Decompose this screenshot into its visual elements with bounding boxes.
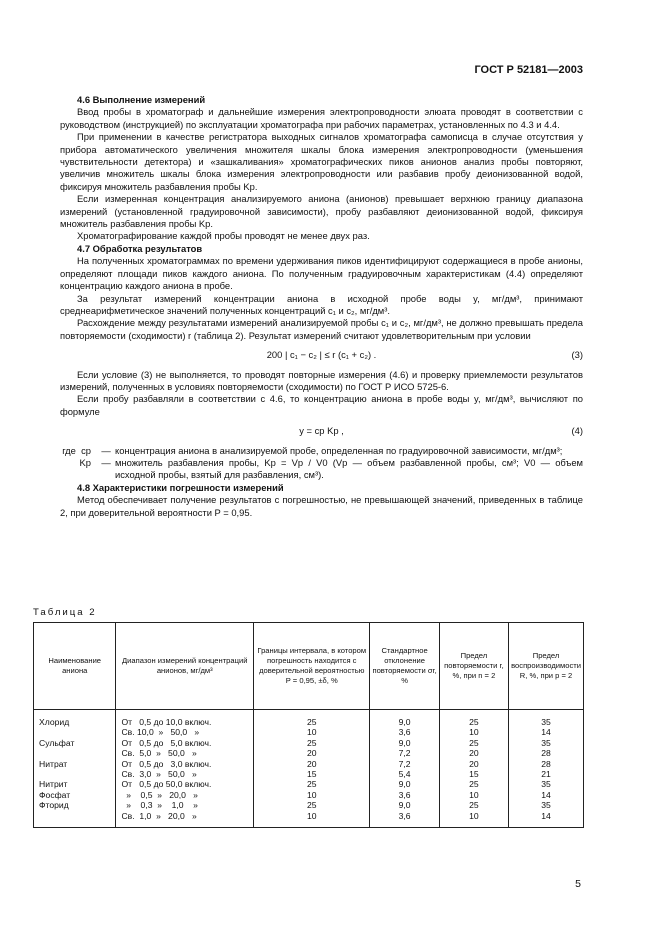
legend-where-label: где cр xyxy=(62,444,91,456)
paragraph: Метод обеспечивает получение результатов с погрешностью, не превышающей значений, приведенных в таблице 2, при доверительной вероятности P = 0,95. xyxy=(60,494,583,518)
table-header-cell: Диапазон измерений концентраций анионов, мг/дм³ xyxy=(116,623,254,710)
paragraph: Расхождение между результатами измерений анализируемой пробы c₁ и c₂, мг/дм³, не должно превышать предела повторяемости (сходимости) r (таблица 2). Результат измерений считают удовлетворительным при условии xyxy=(60,317,583,341)
legend-symbol: Kр xyxy=(79,456,91,468)
table-header-cell: Предел повторяемости r, %, при n = 2 xyxy=(439,623,508,710)
formula-legend xyxy=(60,445,583,482)
formula-4-number: (4) xyxy=(571,425,583,437)
paragraph: Хроматографирование каждой пробы проводят не менее двух раз. xyxy=(77,230,370,242)
legend-definition: концентрация аниона в анализируемой пробе, определенная по градуировочной зависимости, мг/дм³; xyxy=(115,444,563,456)
paragraph: За результат измерений концентрации аниона в исходной пробе воды y, мг/дм³, принимают среднеарифметическое значений полученных концентраций c₁ и c₂, мг/дм³. xyxy=(60,292,583,316)
table-header-cell: Границы интервала, в котором погрешность находится с доверительной вероятностью P = 0,95, ±δ, % xyxy=(254,623,370,710)
document-body xyxy=(60,94,583,519)
table-caption: Таблица 2 xyxy=(33,607,97,618)
section-4-7-title: 4.7 Обработка результатов xyxy=(77,242,203,254)
table-cell-range: От 0,5 до 10,0 включ. Св. 10,0 » 50,0 » От 0,5 до 5,0 включ. Св. 5,0 » 50,0 » От 0,5 до 3,0 включ. Св. 3,0 » 50,0 » От 0,5 до 50,0 включ. » 0,5 » 20,0 » » 0,3 » 1,0 » Св. 1,0 » 20,0 » xyxy=(116,710,254,828)
paragraph: Ввод пробы в хроматограф и дальнейшие измерения электропроводности элюата проводят в соответствии с руководством (инструкцией) по эксплуатации хроматографа при рабочих параметрах, установленных по 4.3 и 4.4. xyxy=(60,106,583,130)
table-cell-repeatability: 25 10 25 20 20 15 25 10 25 10 xyxy=(439,710,508,828)
table-cell-reproducibility: 35 14 35 28 28 21 35 14 35 14 xyxy=(509,710,584,828)
table-header-cell: Стандартное отклонение повторяемости σr, % xyxy=(370,623,439,710)
legend-dash: — xyxy=(101,444,111,456)
legend-definition: множитель разбавления пробы, Kр = Vр / V0 (Vр — объем разбавленной пробы, см³; V0 — объем исходной пробы, взятый для разбавления, см³). xyxy=(115,456,583,481)
table-cell-delta: 25 10 25 20 20 15 25 10 25 10 xyxy=(254,710,370,828)
paragraph: Если условие (3) не выполняется, то проводят повторные измерения (4.6) и проверку приемлемости результатов измерений, полученных в условиях повторяемости (сходимости) по ГОСТ Р ИСО 5725-6. xyxy=(60,368,583,392)
table-cell-sigma: 9,0 3,6 9,0 7,2 7,2 5,4 9,0 3,6 9,0 3,6 xyxy=(370,710,439,828)
table-header-cell: Предел воспроизводимости R, %, при p = 2 xyxy=(509,623,584,710)
table-cell-anion: Хлорид Сульфат Нитрат Нитрит Фосфат Фторид xyxy=(34,710,116,828)
section-4-6-title: 4.6 Выполнение измерений xyxy=(77,94,206,105)
formula-4 xyxy=(60,425,583,437)
table-header-cell: Наименование аниона xyxy=(34,623,116,710)
paragraph: На полученных хроматограммах по времени удерживания пиков идентифицируют содержащиеся в пробе анионы, определяют площади пиков каждого аниона. По полученным градуировочным характеристикам (4.4) определяют концентрацию каждого аниона в пробе. xyxy=(60,255,583,292)
document-header: ГОСТ Р 52181—2003 xyxy=(474,64,583,76)
table-row xyxy=(34,710,584,828)
formula-3-number: (3) xyxy=(571,349,583,361)
section-4-8-title: 4.8 Характеристики погрешности измерений xyxy=(77,481,284,493)
table-2 xyxy=(33,622,584,828)
paragraph: Если пробу разбавляли в соответствии с 4.6, то концентрацию аниона в пробе воды y, мг/дм³, вычисляют по формуле xyxy=(60,393,583,417)
page-number: 5 xyxy=(575,878,581,890)
formula-3 xyxy=(60,349,583,361)
formula-3-expression: 200 | c₁ − c₂ | ≤ r (c₁ + c₂) . xyxy=(266,349,377,361)
formula-4-expression: y = cр Kр , xyxy=(299,425,344,437)
legend-dash: — xyxy=(101,456,111,468)
paragraph: При применении в качестве регистратора выходных сигналов хроматографа самописца в случае отсутствия у прибора автоматического увеличения множителя шкалы блока измерения электропроводности (уменьшения чувствительности детектора) и «зашкаливания» хроматографических пиков анионов анализ пробы повторяют, увеличив множитель шкалы блока измерения электропроводности или разбавив пробу деионизованной водой, фиксируя множитель разбавления пробы Kр. xyxy=(60,131,583,192)
table-header-row xyxy=(34,623,584,710)
paragraph: Если измеренная концентрация анализируемого аниона (анионов) превышает верхнюю границу диапазона измерений (установленной градуировочной зависимости), пробу разбавляют деионизованной водой, фиксируя множитель разбавления пробы Kр. xyxy=(60,193,583,230)
